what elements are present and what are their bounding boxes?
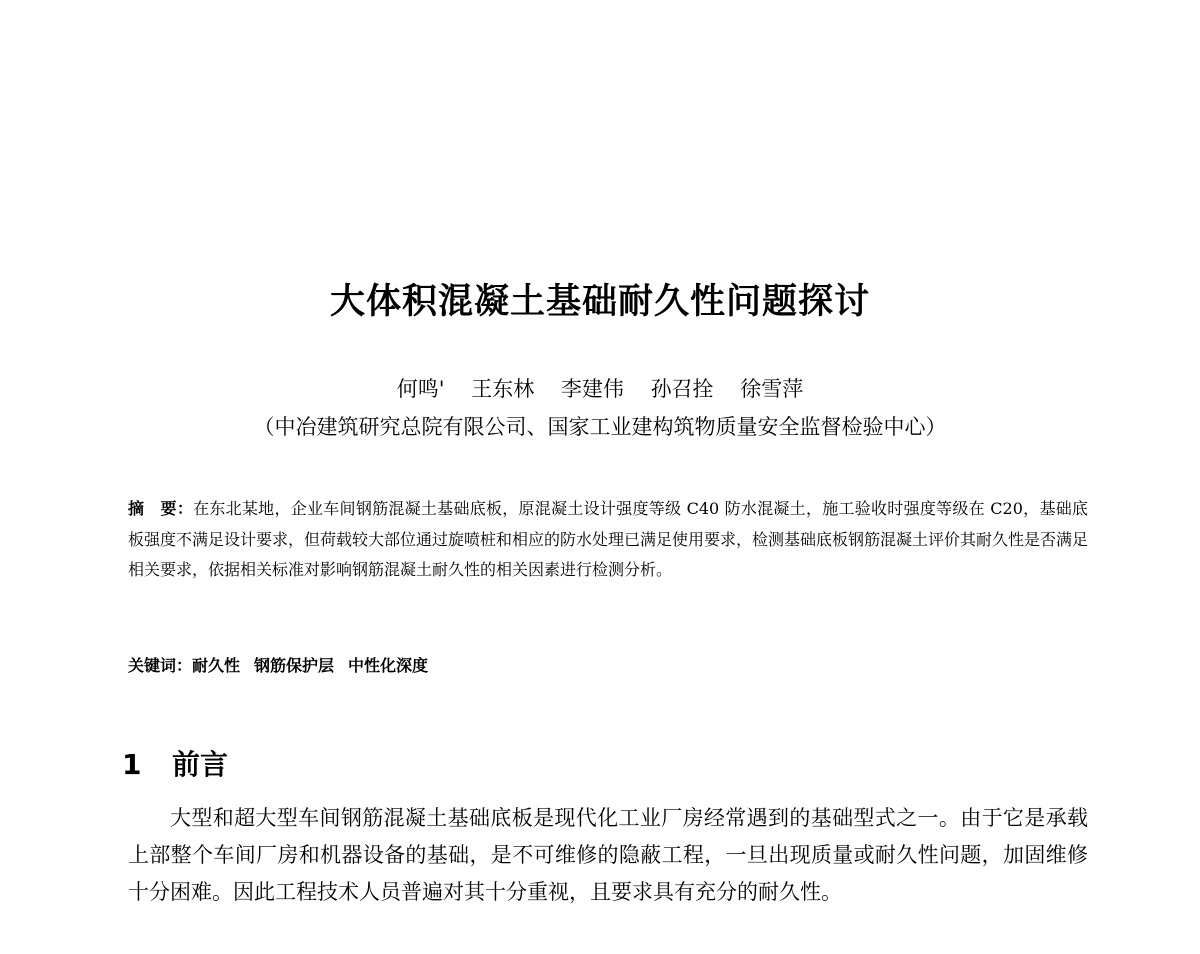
section-paragraph: 大型和超大型车间钢筋混凝土基础底板是现代化工业厂房经常遇到的基础型式之一。由于它是承载上部整个车间厂房和机器设备的基础，是不可维修的隐蔽工程，一旦出现质量或耐久性问题，加固维修十分困难。因此工程技术人员普遍对其十分重视，且要求具有充分的耐久性。 xyxy=(128,806,1088,904)
abstract-label: 摘 要： xyxy=(128,499,194,518)
author-affiliation: （中冶建筑研究总院有限公司、国家工业建构筑物质量安全监督检验中心） xyxy=(253,415,947,439)
section-number: 1 xyxy=(122,748,142,781)
keyword-item: 中性化深度 xyxy=(348,656,429,675)
section-title: 前言 xyxy=(172,748,229,781)
abstract-text: 在东北某地，企业车间钢筋混凝土基础底板，原混凝土设计强度等级 C40 防水混凝土，施工验收时强度等级在 C20，基础底板强度不满足设计要求，但荷载较大部位通过旋喷桩和相应的防水处理已满足使用要求，检测基础底板钢筋混凝土评价其耐久性是否满足相关要求，依据相关标准对影响钢筋混凝土耐久性的相关因素进行检测分析。 xyxy=(128,499,1089,579)
section-heading xyxy=(122,745,228,785)
author-name: 李建伟 xyxy=(560,377,624,401)
keywords-label: 关键词： xyxy=(128,656,193,675)
keyword-item: 钢筋保护层 xyxy=(254,656,335,675)
author-name: 王东林 xyxy=(471,377,535,401)
author-list xyxy=(0,374,1200,404)
abstract xyxy=(128,494,1088,586)
keyword-item: 耐久性 xyxy=(192,656,241,675)
author-name: 徐雪萍 xyxy=(740,377,804,401)
author-name: 孙召拴 xyxy=(650,377,714,401)
paper-title: 大体积混凝土基础耐久性问题探讨 xyxy=(329,282,870,322)
keywords xyxy=(128,652,1088,680)
author-name: 何鸣' xyxy=(396,377,445,401)
